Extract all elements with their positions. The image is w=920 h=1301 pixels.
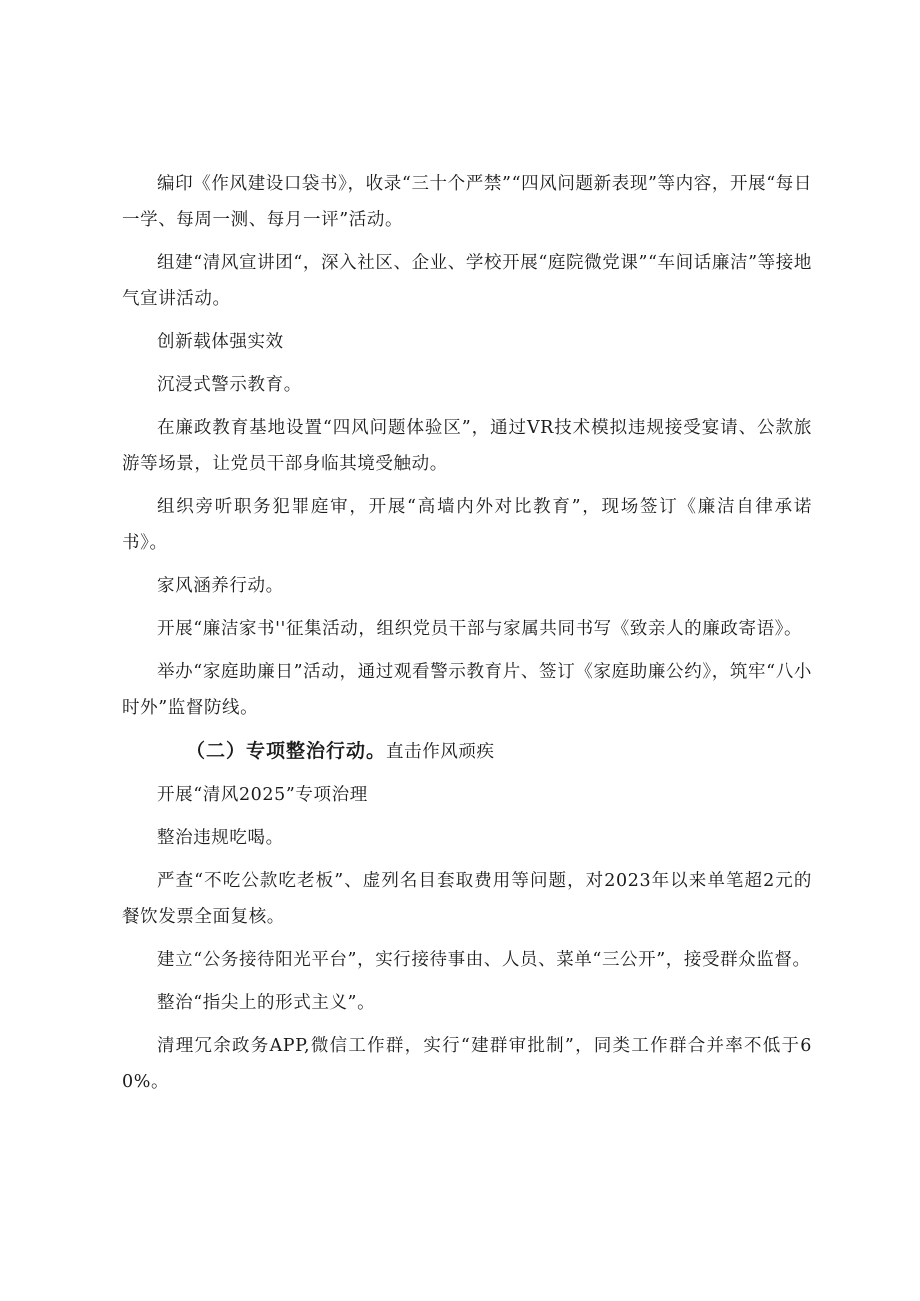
paragraph-dining-rectification: 整治违规吃喝。 bbox=[157, 828, 284, 848]
document-body bbox=[122, 166, 812, 1107]
paragraph-vr-experience: 在廉政教育基地设置“四风问题体验区”，通过VR技术模拟违规接受宴请、公款旅游等场景，让党员干部身临其境受触动。 bbox=[122, 418, 812, 474]
paragraph-immersive-warning: 沉浸式警示教育。 bbox=[157, 375, 302, 395]
paragraph-court-hearing: 组织旁听职务犯罪庭审，开展“高墙内外对比教育”，现场签订《廉洁自律承诺书》。 bbox=[122, 497, 812, 553]
paragraph-invoice-review: 严查“不吃公款吃老板”、虚列名目套取费用等问题，对2023年以来单笔超2元的餐饮发票全面复核。 bbox=[122, 871, 812, 927]
paragraph-lecture-group: 组建“清风宣讲团“，深入社区、企业、学校开展“庭院微党课”“车间话廉洁”等接地气宣讲活动。 bbox=[122, 253, 812, 309]
section-heading bbox=[122, 733, 812, 770]
paragraph-pocket-book: 编印《作风建设口袋书》，收录“三十个严禁”“四风问题新表现”等内容，开展“每日一学、每周一测、每月一评”活动。 bbox=[122, 174, 812, 230]
paragraph-reception-platform: 建立“公务接待阳光平台”，实行接待事由、人员、菜单“三公开”，接受群众监督。 bbox=[157, 950, 811, 970]
paragraph-family-style: 家风涵养行动。 bbox=[157, 576, 284, 596]
paragraph-innovation-title: 创新载体强实效 bbox=[157, 332, 284, 352]
section-heading-subtitle: 直击作风顽疾 bbox=[386, 742, 495, 762]
paragraph-family-letters: 开展“廉洁家书''征集活动，组织党员干部与家属共同书写《致亲人的廉政寄语》。 bbox=[157, 619, 803, 639]
section-heading-title: （二）专项整治行动。 bbox=[186, 740, 387, 762]
paragraph-fingertip-formalism: 整治“指尖上的形式主义”。 bbox=[157, 993, 376, 1013]
paragraph-family-day: 举办“家庭助廉日”活动，通过观看警示教育片、签订《家庭助廉公约》，筑牢“八小时外”监督防线。 bbox=[122, 662, 812, 718]
paragraph-app-cleanup: 清理冗余政务APP,微信工作群，实行“建群审批制”，同类工作群合并率不低于60%。 bbox=[122, 1036, 812, 1092]
paragraph-qingfeng-2025: 开展“清风2025”专项治理 bbox=[157, 785, 368, 805]
